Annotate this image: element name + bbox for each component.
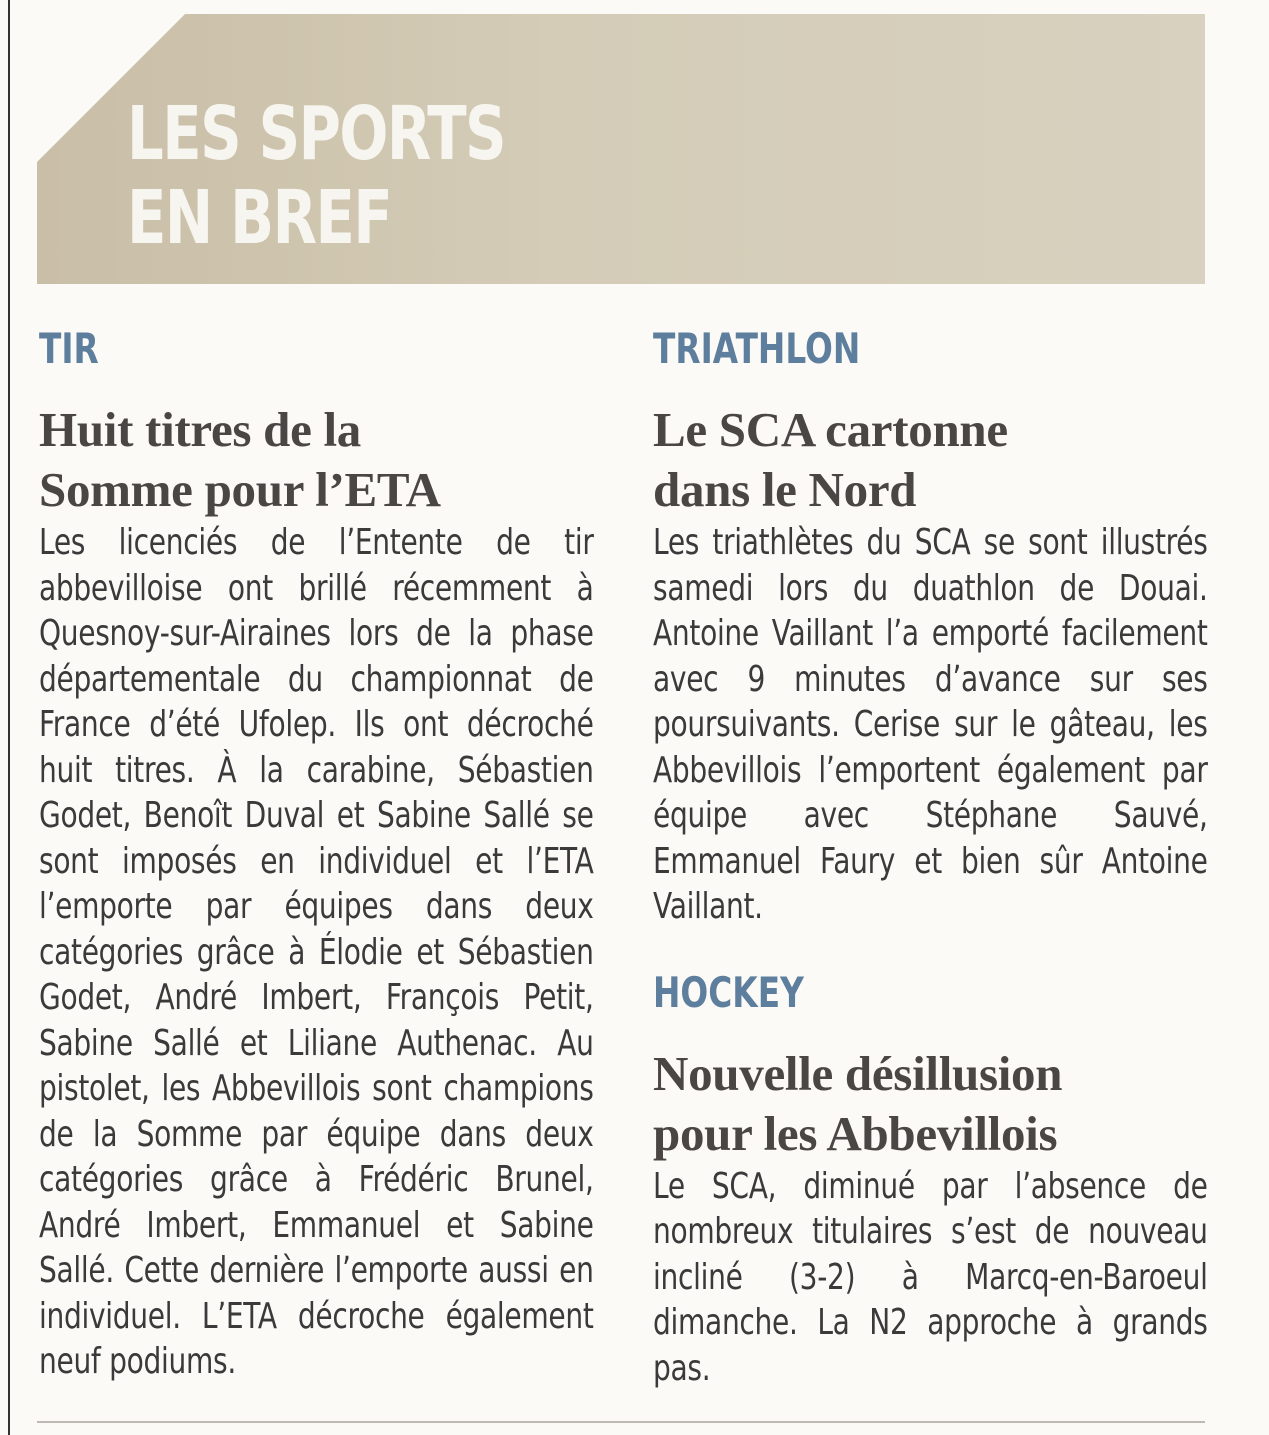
body-hockey: Le SCA, diminué par l’absence de nombreux titulaires s’est de nouveau incliné (3-2) à Marcq-en-Baroeul dimanche. La N2 approche à grands pas. xyxy=(653,1165,1208,1389)
rubric-triathlon: TRIATHLON xyxy=(653,324,861,373)
headline-hockey-line2: pour les Abbevillois xyxy=(653,1105,1058,1161)
section-title xyxy=(127,92,505,260)
headline-hockey xyxy=(653,1044,1208,1164)
article-triathlon xyxy=(653,324,1208,930)
body-tir: Les licenciés de l’Entente de tir abbevilloise ont brillé récemment à Quesnoy-sur-Airaines lors de la phase départementale du championnat de France d’été Ufolep. Ils ont décroché huit titres. À la carabine, Sébastien Godet, Benoît Duval et Sabine Sallé se sont imposés en individuel et l’ETA l’emporte par équipes dans deux catégories grâce à Élodie et Sébastien Godet, André Imbert, François Petit, Sabine Sallé et Liliane Authenac. Au pistolet, les Abbevillois sont champions de la Somme par équipe dans deux catégories grâce à Frédéric Brunel, André Imbert, Emmanuel et Sabine Sallé. Cette dernière l’emporte aussi en individuel. L’ETA décroche également neuf podiums. xyxy=(39,522,594,1382)
bottom-rule xyxy=(37,1421,1205,1423)
headline-tir-line1: Huit titres de la xyxy=(39,402,361,457)
article-column-right xyxy=(653,324,1208,1391)
headline-triathlon xyxy=(653,400,1208,520)
left-column-rule xyxy=(8,0,10,1435)
headline-triathlon-line1: Le SCA cartonne xyxy=(653,402,1008,457)
headline-tir-line2: Somme pour l’ETA xyxy=(39,462,441,517)
rubric-tir: TIR xyxy=(39,324,99,373)
rubric-hockey: HOCKEY xyxy=(653,967,804,1017)
headline-hockey-line1: Nouvelle désillusion xyxy=(653,1045,1063,1101)
article-tir xyxy=(39,324,594,1385)
section-title-line2: EN BREF xyxy=(127,175,392,261)
headline-triathlon-line2: dans le Nord xyxy=(653,462,917,517)
headline-tir xyxy=(39,400,594,520)
body-triathlon: Les triathlètes du SCA se sont illustrés samedi lors du duathlon de Douai. Antoine Vaillant l’a emporté facilement avec 9 minutes d’avance sur ses poursuivants. Cerise sur le gâteau, les Abbevillois l’emportent également par équipe avec Stéphane Sauvé, Emmanuel Faury et bien sûr Antoine Vaillant. xyxy=(653,522,1208,927)
section-title-line1: LES SPORTS xyxy=(127,91,506,177)
article-hockey xyxy=(653,968,1208,1392)
